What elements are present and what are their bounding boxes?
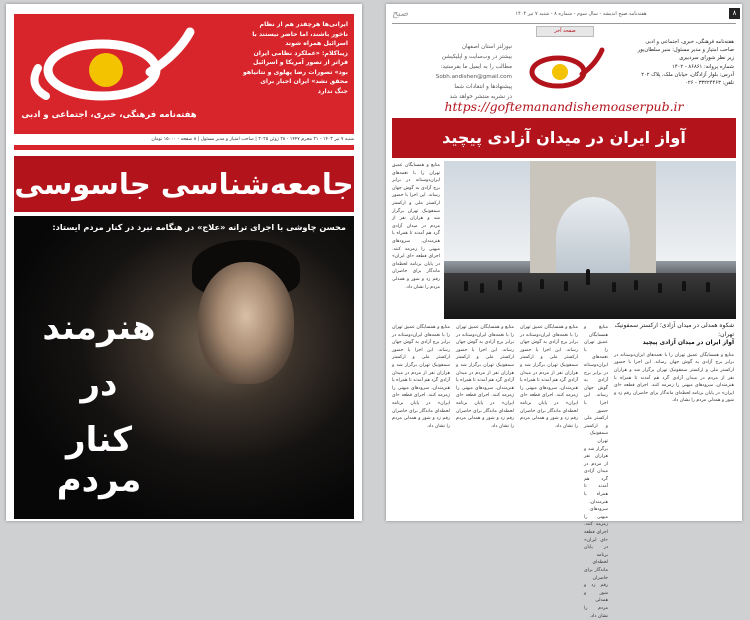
masthead — [14, 14, 354, 134]
musician-silhouette — [634, 280, 638, 290]
info-line: شماره پروانه: ۸۶۸۶۱ - ۱۴۰۲ — [672, 63, 734, 70]
musician-silhouette — [498, 280, 502, 290]
article-column: منابع و همسایگان عمیق تهران را با نغمه‌های ایران‌دوستانه در برابر برج آزادی به گوش جهان رساند. این اجرا با حضور ارکستر ملی و ارکستر سمفونیک تهران برگزار شد و هزاران نفر از مردم در میدان آزادی گرد هم آمدند تا همراه با هنرمندان، سرودهای میهنی را زمزمه کنند. اجرای قطعه «ای ایران» در پایان برنامه لحظه‌ای ماندگار برای حاضران رقم زد و شور و همدلی مردم را نشان داد. — [392, 163, 440, 290]
caption-body: منابع و همسایگان عمیق تهران را با نغمه‌های ایران‌دوستانه در برابر برج آزادی به گوش جهان رساند. این اجرا با حضور ارکستر ملی و ارکستر سمفونیک تهران برگزار شد و هزاران نفر از مردم در میدان آزادی گرد هم آمدند تا همراه با هنرمندان، سرودهای میهنی را زمزمه کنند. اجرای قطعه «ای ایران» در پایان برنامه لحظه‌ای ماندگار برای حاضران رقم زد و شور و همدلی مردم را نشان داد. — [614, 352, 734, 404]
page-number: ۸ — [729, 8, 740, 19]
headline-item: فراتر از تصور آمریکا و اسرائیل — [253, 59, 348, 66]
contact-line: بیشتر در وب‌سایت و اپلیکیشن — [441, 54, 512, 60]
topic-title: جامعه‌شناسی جاسوسی — [14, 156, 354, 212]
concert-photo — [444, 161, 736, 319]
cover-headline-3: کنار مردم — [56, 420, 142, 500]
page-header — [386, 8, 742, 22]
contact-line: پیشنهادها و انتقادات شما — [454, 84, 512, 90]
cover-photo — [14, 216, 354, 519]
contact-line: مطالب را به ایمیل ما بفرستید: — [440, 64, 512, 70]
photo-caption-box — [614, 322, 734, 502]
headline-item: زیباکلام: «عملکرد نظامی ایران — [253, 49, 348, 57]
caption-text: شکوه همدلی در میدان آزادی؛ ارکستر سمفونیک تهران: — [614, 322, 734, 338]
contact-line: در نشریه منتشر خواهد شد — [449, 94, 512, 100]
article-column: منابع و همسایگان عمیق تهران را با نغمه‌های ایران‌دوستانه در برابر برج آزادی به گوش جهان رساند. این اجرا با حضور ارکستر ملی و ارکستر سمفونیک تهران برگزار شد و هزاران نفر از مردم در میدان آزادی گرد هم آمدند تا همراه با هنرمندان، سرودهای میهنی را زمزمه کنند. اجرای قطعه «ای ایران» در پایان برنامه لحظه‌ای ماندگار برای حاضران رقم زد و شور و همدلی مردم را نشان داد. — [392, 325, 450, 429]
contact-email: Sobh.andishen@gmail.com — [435, 74, 512, 80]
headline-item: ناخور باشند، اما حاضر نیستند با — [252, 30, 348, 38]
brand-tagline: هفته‌نامه فرهنگی، خبری، اجتماعی و ادبی — [21, 110, 197, 120]
front-page — [6, 4, 362, 521]
musician-silhouette — [540, 279, 544, 289]
issue-meta-top: هفته‌نامه صبح اندیشه - سال سوم - شماره ۸ - شنبه ۷ تیر ۱۴۰۴ — [515, 11, 647, 17]
info-line: هفته‌نامه فرهنگی، خبری، اجتماعی و ادبی — [645, 39, 734, 45]
issue-meta: شنبه ۷ تیر ۱۴۰۳ - ۲۱ محرم ۱۴۴۷ - ۲۸ ژوئن ۲۰۲۵ | صاحب امتیاز و مدیر مسئول | ۸ صفحه - ۱۵۰۰۰ تومان — [151, 137, 354, 142]
contact-line: نیوزلتر استان اصفهان — [461, 44, 512, 50]
photo-stage — [444, 273, 736, 319]
photo-caption: محسن چاوشی با اجرای ترانه «علاج» در هنگامه نبرد در کنار مردم ایستاد: — [52, 222, 346, 232]
musician-silhouette — [518, 282, 522, 292]
website-url: https://goftemanandishemoaserpub.ir — [444, 99, 684, 114]
mini-logo: صبح — [392, 9, 409, 19]
caption-title: آواز ایران در میدان آزادی پیچید — [642, 339, 734, 347]
article-column: منابع و همسایگان عمیق تهران را با نغمه‌های ایران‌دوستانه در برابر برج آزادی به گوش جهان رساند. این اجرا با حضور ارکستر ملی و ارکستر سمفونیک تهران برگزار شد و هزاران نفر از مردم در میدان آزادی گرد هم آمدند تا همراه با هنرمندان، سرودهای میهنی را زمزمه کنند. اجرای قطعه «ای ایران» در پایان برنامه لحظه‌ای ماندگار برای حاضران رقم زد و شور و همدلی مردم را نشان داد. — [520, 325, 578, 429]
headline-item: ایرانی‌ها هرچقدر هم از نظام — [259, 21, 348, 28]
header-rule — [392, 23, 736, 24]
portrait-face — [198, 262, 294, 384]
info-line: آدرس: بلوار آزادگان، خیابان ملک، پلاک ۲۰۲ — [641, 71, 734, 78]
article-column: منابع و همسایگان عمیق تهران را با نغمه‌های ایران‌دوستانه در برابر برج آزادی به گوش جهان رساند. این اجرا با حضور ارکستر ملی و ارکستر سمفونیک تهران برگزار شد و هزاران نفر از مردم در میدان آزادی گرد هم آمدند تا همراه با هنرمندان، سرودهای میهنی را زمزمه کنند. اجرای قطعه «ای ایران» در پایان برنامه لحظه‌ای ماندگار برای حاضران رقم زد و شور و همدلی مردم را نشان داد. — [456, 325, 514, 429]
musician-silhouette — [464, 281, 468, 291]
cover-headline-2: در — [80, 364, 118, 404]
musician-silhouette — [612, 282, 616, 292]
headline-item: اسرائیل همراه شوند — [285, 40, 348, 47]
back-page — [386, 4, 742, 619]
headline-list — [198, 20, 348, 96]
contact-info — [394, 42, 512, 102]
azadi-tower — [530, 161, 656, 279]
newspaper-logo — [20, 22, 200, 104]
headline-item: جنگ ندارد — [317, 87, 348, 95]
musician-silhouette — [706, 282, 710, 292]
cover-headline-1: هنرمند — [42, 308, 156, 348]
newspaper-logo-small — [518, 38, 606, 98]
conductor-silhouette — [586, 269, 590, 285]
musician-silhouette — [658, 283, 662, 293]
musician-silhouette — [480, 283, 484, 293]
section-tag: صفحه آخر — [536, 26, 594, 37]
musician-silhouette — [564, 281, 568, 291]
info-line: صاحب امتیاز و مدیر مسئول: منیر سلطان‌پور — [637, 47, 734, 54]
info-line: تلفن: ۳۳۲۲۴۴۶۳ - ۰۲۶ — [685, 80, 734, 87]
headline-item: بود» تصورات رضا پهلوی و نتانیاهو — [242, 68, 348, 76]
musician-silhouette — [682, 281, 686, 291]
article-headline: آواز ایران در میدان آزادی پیچید — [392, 118, 736, 158]
info-line: زیر نظر شورای سردبیری — [679, 55, 734, 62]
divider-bar — [14, 145, 354, 150]
article-column: منابع و همسایگان عمیق تهران را با نغمه‌های ایران‌دوستانه در برابر برج آزادی به گوش جهان رساند. این اجرا با حضور ارکستر ملی و ارکستر سمفونیک تهران برگزار شد و هزاران نفر از مردم در میدان آزادی گرد هم آمدند تا همراه با هنرمندان، سرودهای میهنی را زمزمه کنند. اجرای قطعه «ای ایران» در پایان برنامه لحظه‌ای ماندگار برای حاضران رقم زد و شور و همدلی مردم را نشان داد. — [583, 325, 608, 619]
headline-item: محقق نشد» ایران اجبار برای — [260, 78, 348, 85]
publisher-info — [610, 38, 734, 87]
